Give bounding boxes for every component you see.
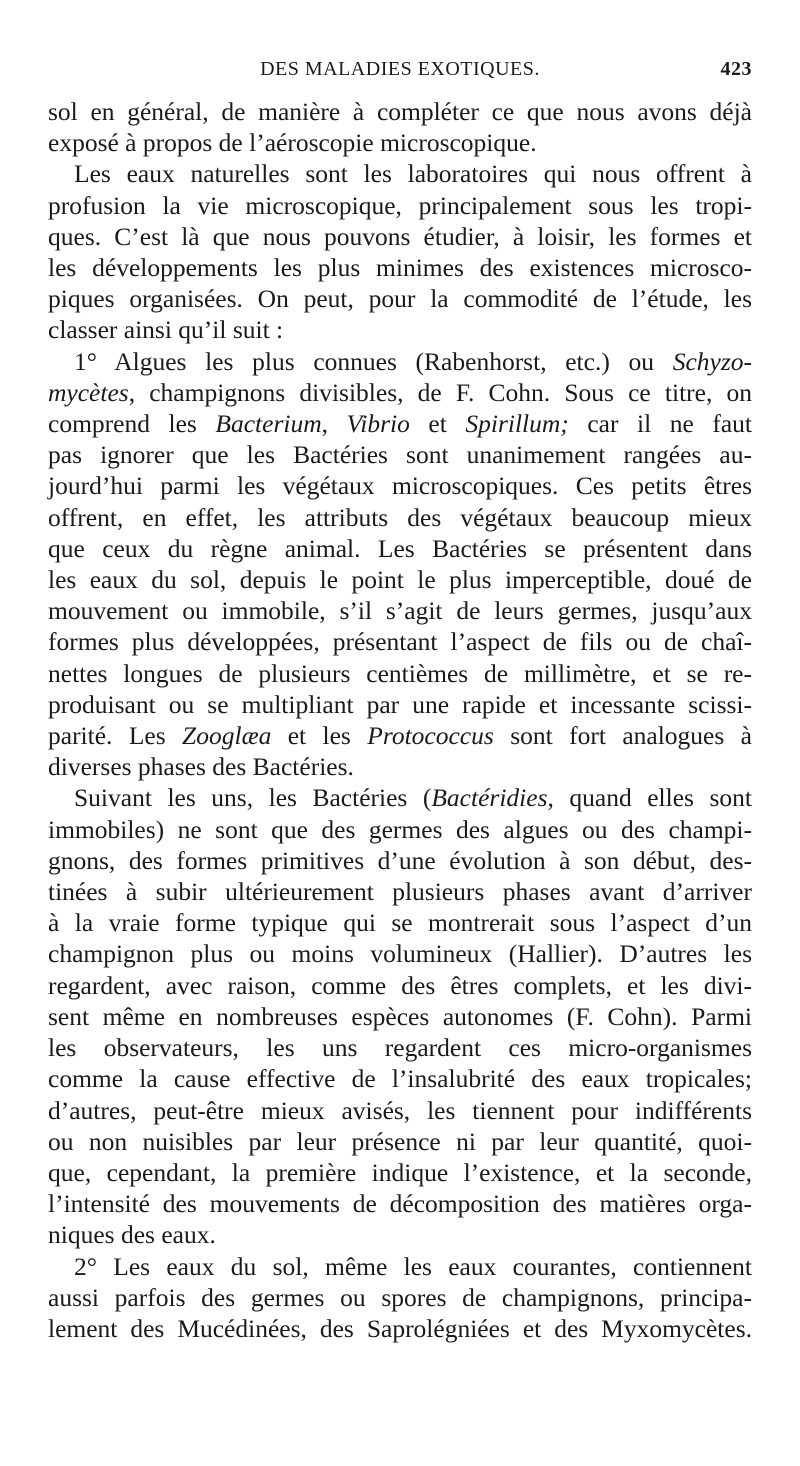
text-line: à la vraie forme typique qui se montrerait sous l’aspect d’un: [48, 908, 752, 938]
paragraph-3: [48, 346, 752, 783]
text-line: ou non nuisibles par leur présence ni par leur quantité, quoi-: [48, 1126, 752, 1156]
text-line: tinées à subir ultérieurement plusieurs phases avant d’arriver: [48, 877, 752, 907]
body-text: [48, 96, 752, 1344]
page-header: [48, 58, 752, 88]
text-line: nettes longues de plusieurs centièmes de millimètre, et se re-: [48, 658, 752, 688]
text-line: offrent, en effet, les attributs des végétaux beaucoup mieux: [48, 502, 752, 532]
paragraph-2: [48, 158, 752, 345]
italic-term: Protococcus: [367, 721, 494, 751]
text-line: mycètes, champignons divisibles, de F. Cohn. Sous ce titre, on: [48, 377, 752, 407]
page-number: 423: [720, 58, 752, 80]
text-line: les développements les plus minimes des existences microsco-: [48, 253, 752, 283]
text-line: les observateurs, les uns regardent ces micro-organismes: [48, 1033, 752, 1063]
italic-term: Bacterium: [215, 409, 322, 439]
italic-term: Schyzo-: [672, 346, 752, 376]
text-line: Les eaux naturelles sont les laboratoires qui nous offrent à: [74, 159, 752, 189]
text-line: sent même en nombreuses espèces autonomes (F. Cohn). Parmi: [48, 1001, 752, 1031]
italic-term: Zooglæa: [182, 721, 272, 751]
italic-term: Bactéridies: [431, 783, 548, 813]
text-line: d’autres, peut-être mieux avisés, les tiennent pour indifférents: [48, 1095, 752, 1125]
text-line: Suivant les uns, les Bactéries (Bactéridies, quand elles sont: [74, 783, 753, 813]
list-number-1: 1° Algues les plus connues (Rabenhorst, etc.) ou: [74, 346, 673, 376]
text-line: diverses phases des Bactéries.: [48, 752, 354, 782]
text-line: lement des Mucédinées, des Saprolégniées et des Myxomycètes.: [48, 1313, 752, 1343]
text-line: immobiles) ne sont que des germes des algues ou des champi-: [48, 814, 752, 844]
text-line: comprend les Bacterium, Vibrio et Spirillum; car il ne faut: [48, 409, 753, 439]
text-line: que ceux du règne animal. Les Bactéries se présentent dans: [48, 533, 752, 563]
text-line: champignon plus ou moins volumineux (Hallier). D’autres les: [48, 939, 752, 969]
text-line: que, cependant, la première indique l’existence, et la seconde,: [48, 1157, 752, 1187]
text-line: produisant ou se multipliant par une rapide et incessante scissi-: [48, 689, 752, 719]
text-line: comme la cause effective de l’insalubrité des eaux tropicales;: [48, 1064, 752, 1094]
text-line: ques. C’est là que nous pouvons étudier, à loisir, les formes et: [48, 221, 752, 251]
text-line: profusion la vie microscopique, principalement sous les tropi-: [48, 190, 752, 220]
text-line: 2° Les eaux du sol, même les eaux courantes, contiennent: [74, 1251, 752, 1281]
paragraph-5: [48, 1251, 752, 1345]
running-head: DES MALADIES EXOTIQUES.: [260, 58, 540, 80]
text-line: piques organisées. On peut, pour la commodité de l’étude, les: [48, 284, 752, 314]
text-line: pas ignorer que les Bactéries sont unanimement rangées au-: [48, 440, 752, 470]
paragraph-1: [48, 96, 752, 158]
text-line: [48, 346, 752, 377]
text-line: niques des eaux.: [48, 1220, 216, 1250]
text-line: formes plus développées, présentant l’aspect de fils ou de chaî-: [48, 627, 752, 657]
text-line: classer ainsi qu’il suit :: [48, 315, 284, 345]
text-line: l’intensité des mouvements de décomposition des matières orga-: [48, 1189, 752, 1219]
text-line: parité. Les Zooglæa et les Protococcus sont fort analogues à: [48, 721, 753, 751]
text-line: les eaux du sol, depuis le point le plus imperceptible, doué de: [48, 565, 752, 595]
paragraph-4: [48, 782, 752, 1250]
text-line: exposé à propos de l’aéroscopie microscopique.: [48, 128, 537, 158]
text-line: jourd’hui parmi les végétaux microscopiques. Ces petits êtres: [48, 471, 752, 501]
text-line: mouvement ou immobile, s’il s’agit de leurs germes, jusqu’aux: [48, 596, 752, 626]
text-line: regardent, avec raison, comme des êtres complets, et les divi-: [48, 970, 752, 1000]
text-line: sol en général, de manière à compléter ce que nous avons déjà: [48, 97, 752, 126]
text-line: gnons, des formes primitives d’une évolution à son début, des-: [48, 845, 752, 875]
italic-term: Spirillum;: [465, 409, 569, 439]
italic-term: Vibrio: [346, 409, 410, 439]
text-line: aussi parfois des germes ou spores de champignons, principa-: [48, 1282, 752, 1312]
italic-term: mycètes: [48, 377, 129, 407]
